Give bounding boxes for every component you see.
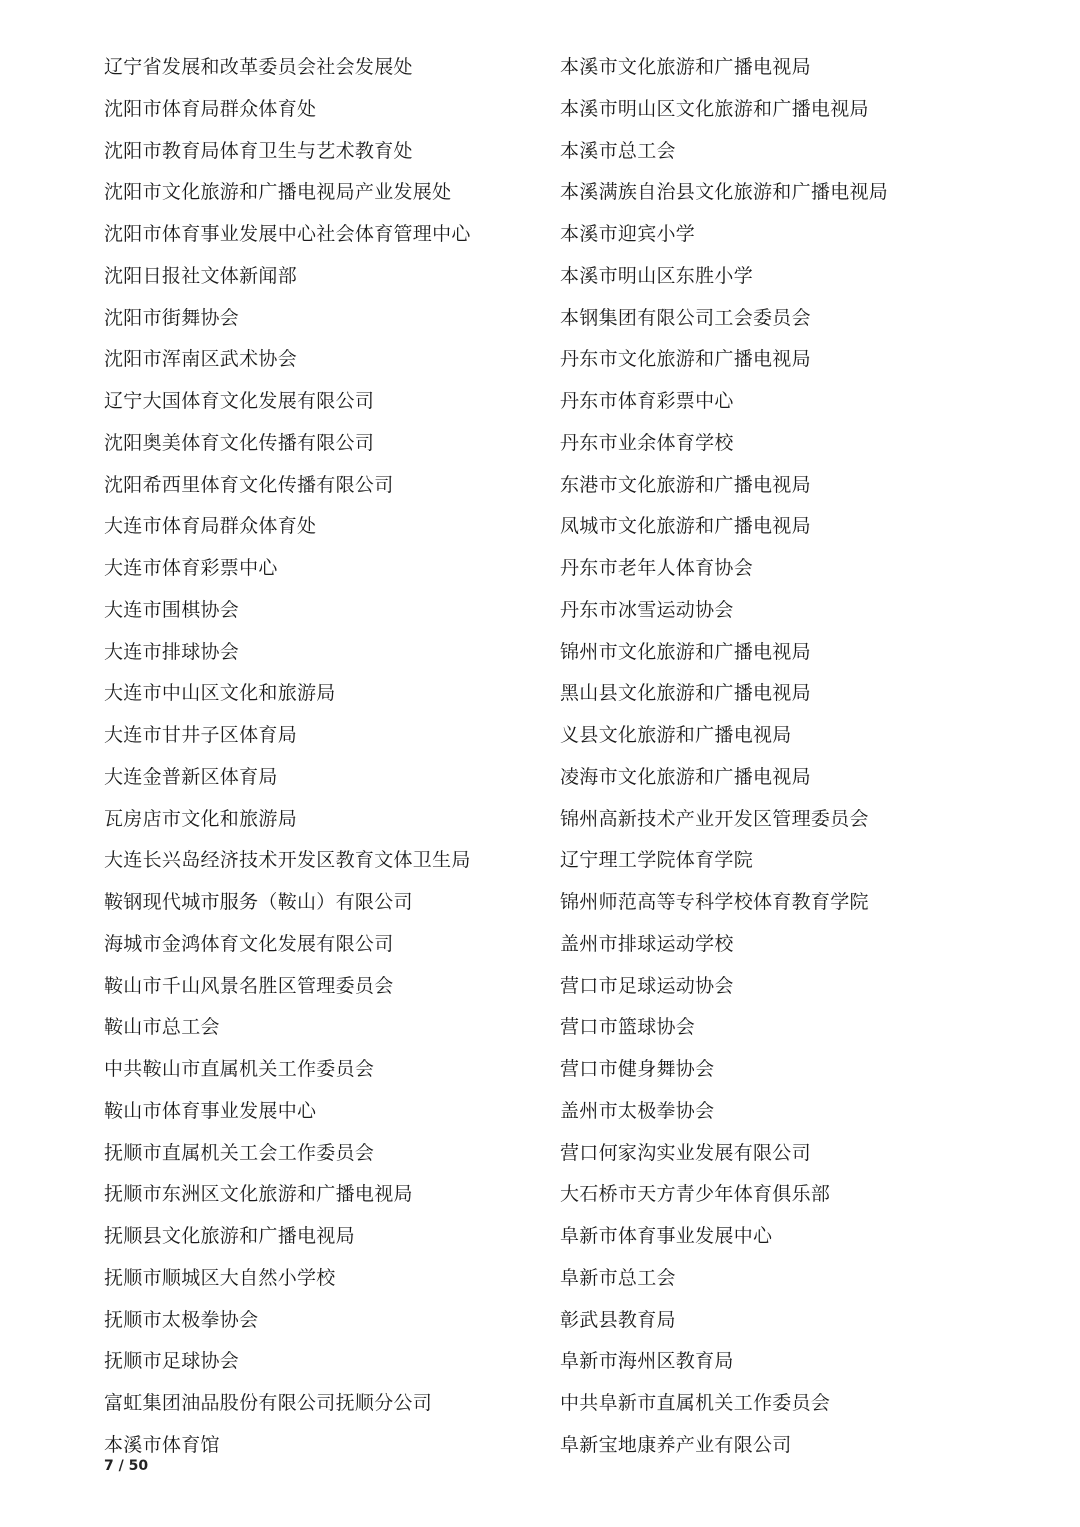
list-item: 营口市健身舞协会 <box>560 1058 715 1080</box>
list-item: 抚顺市太极拳协会 <box>104 1308 259 1331</box>
list-item: 鞍山市千山风景名胜区管理委员会 <box>104 974 394 997</box>
list-item: 义县文化旅游和广播电视局 <box>560 724 792 746</box>
list-item: 辽宁理工学院体育学院 <box>560 849 754 872</box>
list-item: 凤城市文化旅游和广播电视局 <box>560 515 811 538</box>
list-item: 阜新宝地康养产业有限公司 <box>560 1433 792 1456</box>
list-item: 大连市排球协会 <box>104 640 240 663</box>
list-item: 锦州高新技术产业开发区管理委员会 <box>560 807 869 830</box>
list-item: 阜新市海州区教育局 <box>560 1350 734 1373</box>
list-item: 沈阳市体育事业发展中心社会体育管理中心 <box>104 223 471 245</box>
list-item: 中共阜新市直属机关工作委员会 <box>560 1392 831 1414</box>
list-item: 海城市金鸿体育文化发展有限公司 <box>104 932 394 955</box>
left-organization-list <box>104 47 544 1467</box>
list-item: 阜新市体育事业发展中心 <box>560 1225 773 1247</box>
list-item: 锦州师范高等专科学校体育教育学院 <box>560 891 869 913</box>
list-item: 沈阳市文化旅游和广播电视局产业发展处 <box>104 181 452 204</box>
list-item: 沈阳希西里体育文化传播有限公司 <box>104 473 394 496</box>
list-item: 营口市足球运动协会 <box>560 974 734 997</box>
list-item: 沈阳日报社文体新闻部 <box>104 264 298 287</box>
list-item: 大连市体育彩票中心 <box>104 557 278 579</box>
list-item: 抚顺县文化旅游和广播电视局 <box>104 1225 355 1247</box>
list-item: 大连市体育局群众体育处 <box>104 515 317 538</box>
list-item: 丹东市文化旅游和广播电视局 <box>560 348 811 371</box>
right-organization-list <box>560 47 1040 1467</box>
page-number: 7 / 50 <box>104 1458 149 1474</box>
list-item: 辽宁省发展和改革委员会社会发展处 <box>104 56 413 78</box>
list-item: 大连市围棋协会 <box>104 598 240 621</box>
list-item: 鞍山市总工会 <box>104 1016 220 1039</box>
list-item: 沈阳市浑南区武术协会 <box>104 348 298 371</box>
list-item: 辽宁大国体育文化发展有限公司 <box>104 390 375 412</box>
list-item: 本溪市明山区东胜小学 <box>560 264 754 287</box>
list-item: 本溪满族自治县文化旅游和广播电视局 <box>560 181 889 204</box>
list-item: 大石桥市天方青少年体育俱乐部 <box>560 1183 831 1206</box>
list-item: 本溪市文化旅游和广播电视局 <box>560 56 811 78</box>
list-item: 阜新市总工会 <box>560 1266 676 1289</box>
list-item: 抚顺市足球协会 <box>104 1350 240 1373</box>
list-item: 凌海市文化旅游和广播电视局 <box>560 765 811 788</box>
list-item: 沈阳市街舞协会 <box>104 306 240 329</box>
list-item: 营口何家沟实业发展有限公司 <box>560 1141 811 1164</box>
list-item: 瓦房店市文化和旅游局 <box>104 807 298 830</box>
list-item: 抚顺市东洲区文化旅游和广播电视局 <box>104 1183 413 1206</box>
list-item: 富虹集团油品股份有限公司抚顺分公司 <box>104 1392 433 1414</box>
list-item: 大连金普新区体育局 <box>104 765 278 788</box>
list-item: 东港市文化旅游和广播电视局 <box>560 473 811 496</box>
list-item: 黑山县文化旅游和广播电视局 <box>560 682 811 705</box>
list-item: 本溪市总工会 <box>560 139 676 162</box>
list-item: 丹东市冰雪运动协会 <box>560 598 734 621</box>
list-item: 盖州市排球运动学校 <box>560 932 734 955</box>
list-item: 丹东市老年人体育协会 <box>560 557 754 579</box>
list-item: 营口市篮球协会 <box>560 1016 696 1039</box>
list-item: 丹东市体育彩票中心 <box>560 390 734 412</box>
list-item: 鞍山市体育事业发展中心 <box>104 1099 317 1122</box>
list-item: 彰武县教育局 <box>560 1308 676 1331</box>
list-item: 大连市中山区文化和旅游局 <box>104 682 336 705</box>
list-item: 抚顺市直属机关工会工作委员会 <box>104 1141 375 1164</box>
list-item: 沈阳市教育局体育卫生与艺术教育处 <box>104 139 413 162</box>
list-item: 抚顺市顺城区大自然小学校 <box>104 1266 336 1289</box>
list-item: 本溪市体育馆 <box>104 1433 220 1456</box>
list-item: 丹东市业余体育学校 <box>560 431 734 454</box>
list-item: 沈阳奥美体育文化传播有限公司 <box>104 431 375 454</box>
list-item: 沈阳市体育局群众体育处 <box>104 97 317 120</box>
list-item: 盖州市太极拳协会 <box>560 1099 715 1122</box>
list-item: 本溪市明山区文化旅游和广播电视局 <box>560 97 869 120</box>
list-item: 本溪市迎宾小学 <box>560 223 696 245</box>
list-item: 本钢集团有限公司工会委员会 <box>560 306 811 329</box>
list-item: 大连长兴岛经济技术开发区教育文体卫生局 <box>104 849 471 872</box>
list-item: 中共鞍山市直属机关工作委员会 <box>104 1058 375 1080</box>
list-item: 鞍钢现代城市服务（鞍山）有限公司 <box>104 891 413 913</box>
list-item: 锦州市文化旅游和广播电视局 <box>560 640 811 663</box>
list-item: 大连市甘井子区体育局 <box>104 724 298 746</box>
